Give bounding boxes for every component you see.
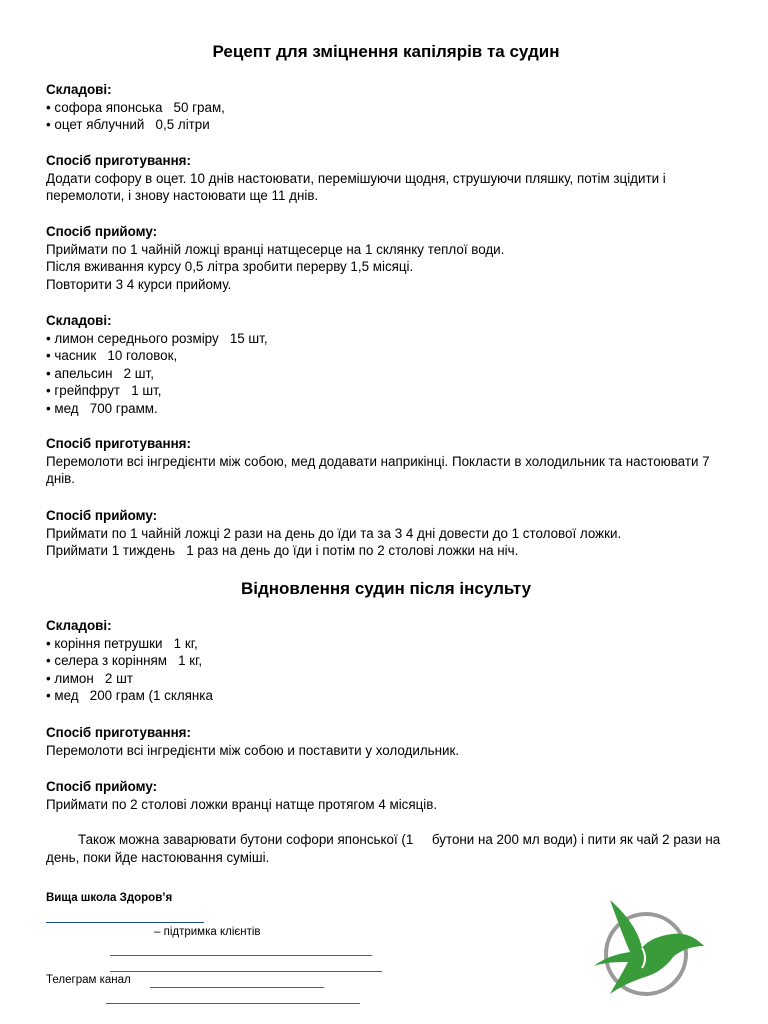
list-item: • лимон середнього розміру 15 шт,	[46, 330, 268, 346]
list-item: • лимон 2 шт	[46, 670, 133, 686]
support-link-underline[interactable]	[110, 955, 372, 956]
list-item: • мед 700 грамм.	[46, 400, 158, 416]
list-item: • коріння петрушки 1 кг,	[46, 635, 198, 651]
list-item: • оцет яблучний 0,5 літри	[46, 117, 210, 133]
school-link-underline[interactable]	[46, 922, 204, 923]
section2-title: Відновлення судин після інсульту	[240, 579, 532, 598]
telegram-label: Телеграм канал	[46, 974, 131, 986]
note-text: Також можна заварювати бутони софори японської (1 бутони на 200 мл води) і пити як чай 2 рази на день, поки йде настоювання суміші.	[46, 832, 724, 865]
intake-line: Після вживання курсу 0,5 літра зробити перерву 1,5 місяці.	[46, 259, 414, 275]
recipe2-prep-text: Перемолоти всі інгредієнти між собою, мед додавати наприкінці. Покласти в холодильник та настоювати 7 днів.	[46, 453, 710, 487]
intake-line: Повторити 3 4 курси прийому.	[46, 276, 232, 292]
list-item: • мед 200 грам (1 склянка	[46, 688, 213, 704]
intake-line: Приймати по 1 чайній ложці 2 рази на день до їди та за 3 4 дні довести до 1 столової ложки.	[46, 525, 622, 541]
section2-intake	[46, 778, 726, 813]
support-label: – підтримка клієнтів	[154, 926, 261, 938]
section2-note	[46, 831, 726, 866]
section2-ingredients-label: Складові:	[46, 618, 112, 633]
recipe1-prep-text: Додати софору в оцет. 10 днів настоювати, перемішуючи щодня, струшуючи пляшку, потім зцідити і перемолоти, і знову настоювати ще 11 днів.	[46, 170, 666, 204]
telegram-link-underline[interactable]	[150, 987, 324, 988]
recipe2-ingredients	[46, 312, 726, 418]
section2-prep	[46, 724, 726, 759]
section1-title: Рецепт для зміцнення капілярів та судин	[212, 42, 560, 61]
recipe2-ingredients-label: Складові:	[46, 313, 112, 328]
bird-logo-icon	[588, 896, 708, 1000]
section2-prep-text: Перемолоти всі інгредієнти між собою и поставити у холодильник.	[46, 742, 460, 758]
section2-intake-text: Приймати по 2 столові ложки вранці натще протягом 4 місяців.	[46, 796, 438, 812]
intake-line: Приймати по 1 чайній ложці вранці натщесерце на 1 склянку теплої води.	[46, 241, 505, 257]
section2-prep-label: Спосіб приготування:	[46, 725, 191, 740]
recipe1-prep-label: Спосіб приготування:	[46, 153, 191, 168]
school-name: Вища школа Здоров’я	[46, 892, 173, 904]
recipe1-prep	[46, 152, 726, 205]
intake-line: Приймати 1 тиждень 1 раз на день до їди і потім по 2 столові ложки на ніч.	[46, 543, 519, 559]
telegram-link-underline-2[interactable]	[106, 1003, 360, 1004]
list-item: • апельсин 2 шт,	[46, 365, 154, 381]
list-item: • часник 10 головок,	[46, 348, 178, 364]
recipe1-intake-label: Спосіб прийому:	[46, 224, 158, 239]
recipe1-ingredients-label: Складові:	[46, 82, 112, 97]
list-item: • софора японська 50 грам,	[46, 99, 225, 115]
recipe1-ingredients	[46, 81, 726, 134]
section2-ingredients	[46, 617, 726, 705]
list-item: • грейпфрут 1 шт,	[46, 383, 162, 399]
support-link-underline-2[interactable]	[110, 971, 382, 972]
recipe1-intake	[46, 223, 726, 293]
recipe2-intake	[46, 507, 726, 560]
recipe2-prep-label: Спосіб приготування:	[46, 436, 191, 451]
recipe2-intake-label: Спосіб прийому:	[46, 508, 158, 523]
recipe2-prep	[46, 435, 726, 488]
section2-intake-label: Спосіб прийому:	[46, 779, 158, 794]
list-item: • селера з корінням 1 кг,	[46, 653, 203, 669]
